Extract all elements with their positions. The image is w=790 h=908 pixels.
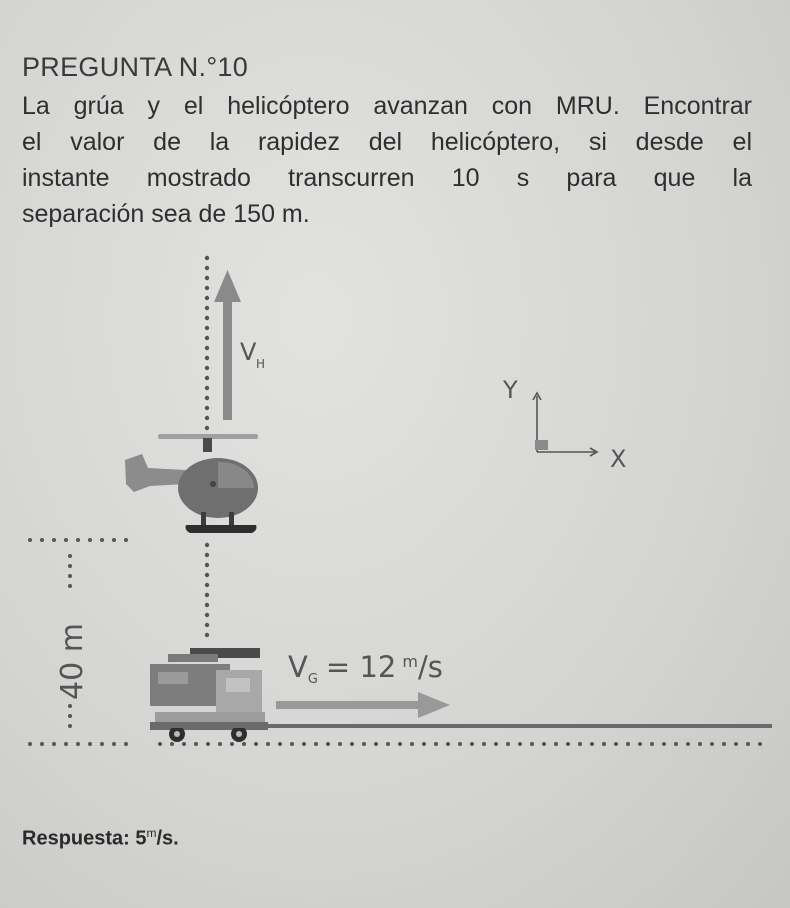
heli-velocity-subscript: H [256,357,266,371]
axes-origin-marker [535,440,548,450]
crane-velocity-subscript: G [307,672,318,687]
answer [22,826,179,851]
answer-unit-den: /s. [156,827,179,850]
crane-velocity-text [288,650,443,687]
answer-unit-num: m [146,826,157,840]
crane-velocity-unit-num: m [402,652,418,671]
question-line-1: La grúa y el helicóptero avanzan con MRU. Encontrar [22,92,752,120]
question-line-2: el valor de la rapidez del helicóptero, si desde el [22,128,752,156]
helicopter-icon [125,434,258,533]
ground-dotted-line [158,742,762,746]
height-label: 40 m [55,623,90,700]
crane-velocity-symbol: V [288,650,308,684]
heli-velocity-arrow [214,270,241,420]
answer-value: 5 [135,827,147,850]
crane-velocity-unit-den: /s [417,650,443,684]
height-top-dotted-line [28,538,128,542]
height-bottom-dotted-line [28,742,128,746]
answer-label: Respuesta: [22,827,130,850]
question-title: PREGUNTA N.°10 [22,52,249,82]
axis-x-label: X [610,445,627,473]
heli-velocity-label: V [240,338,257,366]
crane-velocity-arrow [276,692,450,718]
axis-y-label: Y [503,376,518,404]
crane-velocity-value: = 12 [325,650,397,684]
question-line-3: instante mostrado transcurren 10 s para que la [22,164,752,192]
ground-line [150,724,772,728]
question-line-4: separación sea de 150 m. [22,200,310,228]
